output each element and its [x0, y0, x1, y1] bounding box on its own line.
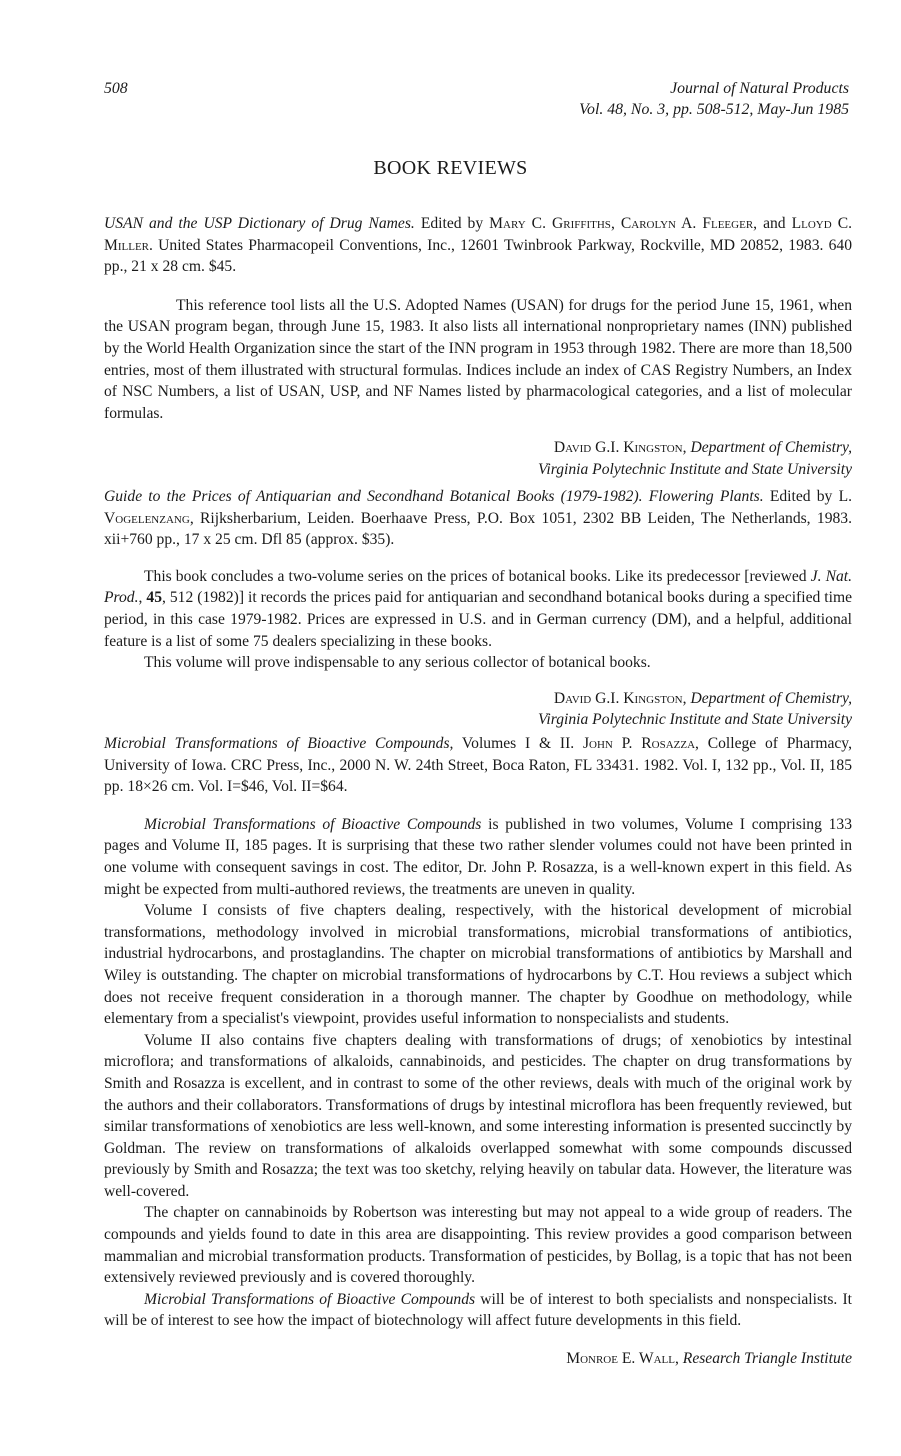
citation-text: , Rijksherbarium, Leiden. Boerhaave Press, P.O. Box 1051, 2302 BB Leiden, The Netherlands, 1983. xii+760 pp., 17 x 25 cm. Dfl 85 (approx. $35).	[104, 509, 852, 549]
editor-name: Mary C. Griffiths	[489, 215, 611, 232]
section-title: BOOK REVIEWS	[373, 157, 528, 179]
review-paragraph: Volume I consists of five chapters dealing, respectively, with the historical development of microbial transformations, methodology involved in microbial transformations, microbial transformations of antibiotics, industrial hydrocarbons, and prostaglandins. The chapter on microbial transformations of antibiotics by Marshall and Wiley is outstanding. The chapter on microbial transformations of hydrocarbons by C.T. Hou reviews a subject which does not receive frequent consideration in a thorough manner. The chapter by Goodhue on methodology, while elementary from a specialist's viewpoint, provides useful information to nonspecialists and students.	[104, 902, 852, 1028]
reviewer-line: David G.I. Kingston, Department of Chemistry,	[553, 439, 852, 457]
citation-text: . United States Pharmacopeil Conventions, Inc., 12601 Twinbrook Parkway, Rockville, MD 20852, 1983. 640 pp., 21 x 28 cm. $45.	[104, 236, 852, 276]
editor-name: John P. Rosazza	[582, 735, 696, 752]
journal-citation: J. Nat. Prod.	[104, 567, 852, 607]
editor-name: Lloyd C. Miller	[104, 215, 853, 254]
book-title: Microbial Transformations of Bioactive Compounds	[144, 815, 482, 833]
review-3-citation	[104, 733, 852, 798]
book-title: Microbial Transformations of Bioactive Compounds	[144, 1290, 476, 1308]
reviewer-affiliation: Research Triangle Institute	[682, 1350, 852, 1368]
paragraph-text: This book concludes a two-volume series on the prices of botanical books. Like its predecessor [reviewed	[144, 567, 811, 585]
editor-name: L. Vogelenzang	[104, 488, 852, 527]
reviewer-signature	[104, 437, 852, 480]
citation-text: , and	[753, 215, 792, 232]
paragraph-text: will be of interest to both specialists and nonspecialists. It will be of interest to see how the impact of biotechnology will affect future developments in this field.	[104, 1290, 852, 1330]
reviewer-name: David G.I. Kingston	[553, 689, 683, 707]
reviewer-affiliation: Virginia Polytechnic Institute and State University	[538, 460, 852, 478]
review-paragraph: This reference tool lists all the U.S. Adopted Names (USAN) for drugs for the period June 15, 1961, when the USAN program began, through June 15, 1983. It also lists all international nonproprietary names (INN) published by the World Health Organization since the start of the INN program in 1953 through 1982. There are more than 18,500 entries, most of them illustrated with structural formulas. Indices include an index of CAS Registry Numbers, an Index of NSC Numbers, a list of USAN, USP, and NF Names listed by pharmacological categories, and a list of molecular formulas.	[104, 296, 852, 422]
reviewer-affiliation: Department of Chemistry,	[690, 689, 852, 707]
journal-name: Journal of Natural Products	[670, 80, 849, 97]
reviewer-name: Monroe E. Wall	[566, 1350, 675, 1368]
review-2	[104, 486, 852, 731]
editor-name: Carolyn A. Fleeger	[620, 215, 754, 232]
citation-text: , College of Pharmacy, University of Iowa. CRC Press, Inc., 2000 N. W. 24th Street, Boca Raton, FL 33431. 1982. Vol. I, 132 pp., Vol. II, 185 pp. 18×26 cm. Vol. I=$46, Vol. II=$64.	[104, 735, 852, 796]
book-title: Microbial Transformations of Bioactive Compounds,	[104, 735, 454, 752]
journal-volume-info: Vol. 48, No. 3, pp. 508-512, May-Jun 1985	[579, 101, 849, 118]
review-paragraph	[104, 814, 852, 900]
citation-text: Edited by	[414, 215, 490, 232]
review-paragraph	[104, 566, 852, 652]
review-2-citation	[104, 486, 852, 551]
book-title: USAN and the USP Dictionary of Drug Names.	[104, 215, 415, 232]
volume-number: 45	[146, 589, 162, 607]
paragraph-text: is published in two volumes, Volume I comprising 133 pages and Volume II, 185 pages. It is surprising that these two rather slender volumes could not have been printed in one volume with consequent savings in cost. The editor, Dr. John P. Rosazza, is a well-known expert in this field. As might be expected from multi-authored reviews, the treatments are uneven in quality.	[104, 815, 852, 898]
review-1	[104, 213, 852, 481]
review-paragraph: This volume will prove indispensable to any serious collector of botanical books.	[144, 654, 651, 672]
journal-header	[579, 78, 849, 120]
paragraph-text: , 512 (1982)] it records the prices paid for antiquarian and secondhand botanical books during a specified time period, in this case 1979-1982. Prices are expressed in U.S. and in German currency (DM), and a helpful, additional feature is a list of some 75 dealers specializing in these books.	[104, 589, 852, 650]
review-paragraph: The chapter on cannabinoids by Robertson was interesting but may not appeal to a wide group of readers. The compounds and yields found to date in this area are disappointing. This review provides a good comparison between mammalian and microbial transformation products. Transformation of pesticides, by Bollag, is a topic that has not been extensively reviewed previously and is covered thoroughly.	[104, 1204, 852, 1287]
signature-text: ,	[675, 1350, 683, 1368]
citation-text: ,	[610, 215, 621, 232]
book-title: Guide to the Prices of Antiquarian and Secondhand Botanical Books (1979-1982). Flowering Plants.	[104, 488, 764, 505]
reviewer-signature	[104, 688, 852, 731]
citation-text: Edited by	[763, 488, 839, 505]
review-paragraph	[104, 1289, 852, 1332]
review-3	[104, 733, 852, 1370]
reviewer-affiliation: Virginia Polytechnic Institute and State University	[538, 711, 852, 729]
reviewer-line: David G.I. Kingston, Department of Chemistry,	[553, 689, 852, 707]
reviewer-name: David G.I. Kingston	[553, 439, 683, 457]
review-1-citation	[104, 213, 852, 278]
review-paragraph: Volume II also contains five chapters dealing with transformations of drugs; of xenobiotics by intestinal microflora; and transformations of alkaloids, cannabinoids, and pesticides. The chapter on drug transformations by Smith and Rosazza is excellent, and in contrast to some of the other reviews, deals with much of the original work by the authors and their collaborators. Transformations of drugs by intestinal microflora has been frequently reviewed, but similar transformations of xenobiotics are less well-known, and some interesting information is presented succinctly by Goldman. The review on transformations of alkaloids overlapped somewhat with some compounds discussed previously by Smith and Rosazza; the text was too sketchy, relying heavily on tabular data. However, the literature was well-covered.	[104, 1031, 852, 1200]
page-number: 508	[104, 80, 128, 97]
reviewer-signature	[104, 1348, 852, 1370]
paragraph-text: ,	[138, 589, 147, 607]
reviewer-affiliation: Department of Chemistry,	[690, 439, 852, 457]
citation-text: Volumes I & II.	[453, 735, 583, 752]
